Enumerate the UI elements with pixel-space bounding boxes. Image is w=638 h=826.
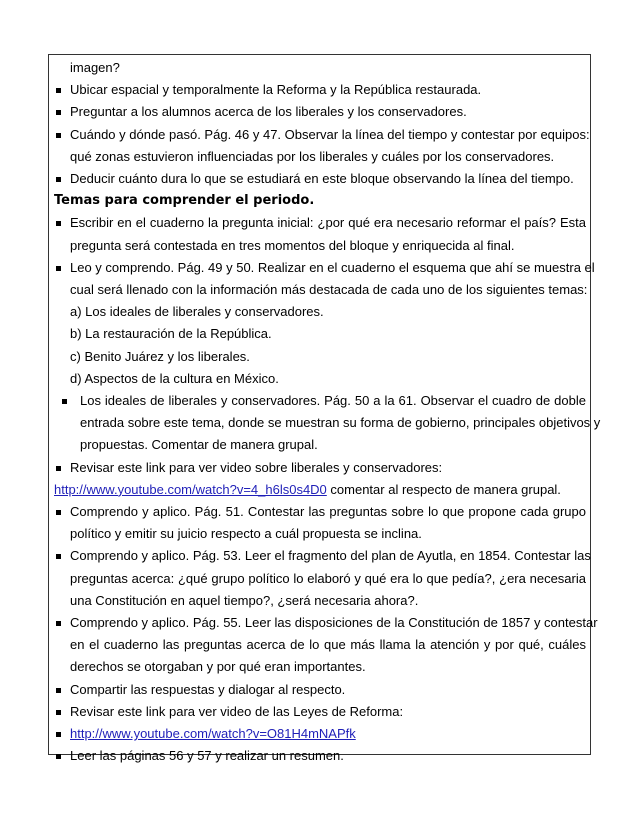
continuation-text: entrada sobre este tema, donde se muestran su forma de gobierno, principales objetivos y	[80, 415, 601, 431]
document-line	[0, 548, 638, 570]
document-line	[0, 704, 638, 726]
bullet-item-text: Revisar este link para ver video de las Leyes de Reforma:	[70, 703, 404, 719]
continuation-text: c) Benito Juárez y los liberales.	[70, 348, 250, 364]
continuation-text: imagen?	[70, 60, 120, 75]
bullet-icon	[56, 554, 61, 559]
document-line	[0, 304, 638, 326]
continuation-text: propuestas. Comentar de manera grupal.	[80, 437, 318, 453]
document-line	[0, 482, 638, 504]
document-line	[0, 349, 638, 371]
bullet-item-text: Compartir las respuestas y dialogar al respecto.	[70, 681, 346, 697]
continuation-text: cual será llenado con la información más destacada de cada uno de los siguientes temas:	[70, 282, 588, 297]
bullet-item-text: Comprendo y aplico. Pág. 53. Leer el fragmento del plan de Ayutla, en 1854. Contestar las	[70, 548, 591, 564]
continuation-text: político y emitir su juicio respecto a cuál propuesta se inclina.	[70, 526, 422, 542]
bullet-item-text: Revisar este link para ver video sobre liberales y conservadores:	[70, 459, 443, 475]
document-line	[0, 82, 638, 104]
document-line	[0, 593, 638, 615]
continuation-text: pregunta será contestada en tres momentos del bloque y enriquecida al final.	[70, 237, 515, 253]
bullet-icon	[56, 466, 61, 471]
bullet-item-text: Comprendo y aplico. Pág. 55. Leer las disposiciones de la Constitución de 1857 y contestar	[70, 615, 598, 630]
bullet-item-text: Comprendo y aplico. Pág. 51. Contestar las preguntas sobre lo que propone cada grupo	[70, 504, 586, 519]
bullet-icon	[56, 688, 61, 693]
bullet-item-text: Leer las páginas 56 y 57 y realizar un resumen.	[70, 748, 344, 764]
document-line	[0, 260, 638, 282]
document-line	[0, 238, 638, 260]
bullet-icon	[56, 177, 61, 182]
bullet-item-text: Cuándo y dónde pasó. Pág. 46 y 47. Observar la línea del tiempo y contestar por equipos:	[70, 126, 590, 142]
continuation-text: a) Los ideales de liberales y conservadores.	[70, 304, 324, 320]
document-line	[0, 127, 638, 149]
bullet-icon	[56, 88, 61, 93]
continuation-text: preguntas acerca: ¿qué grupo político lo elaboró y qué era lo que pedía?, ¿era necesaria	[70, 570, 586, 586]
document-line	[0, 682, 638, 704]
document-line	[0, 393, 638, 415]
document-line	[0, 149, 638, 171]
bullet-icon	[56, 221, 61, 226]
link-suffix-text: comentar al respecto de manera grupal.	[326, 481, 561, 497]
bullet-icon	[62, 399, 67, 404]
document-line	[0, 748, 638, 770]
bullet-icon	[56, 266, 61, 271]
document-line	[0, 371, 638, 393]
bullet-item-text: Deducir cuánto dura lo que se estudiará en este bloque observando la línea del tiempo.	[70, 171, 574, 186]
continuation-text: d) Aspectos de la cultura en México.	[70, 370, 279, 386]
document-line	[0, 326, 638, 348]
continuation-text: qué zonas estuvieron influenciadas por los liberales y cuáles por los conservadores.	[70, 148, 555, 164]
bullet-icon	[56, 621, 61, 626]
continuation-text: derechos se otorgaban y por qué eran importantes.	[70, 659, 366, 675]
document-line	[0, 571, 638, 593]
document-line	[0, 637, 638, 659]
document-line	[0, 60, 638, 82]
link-line	[54, 482, 561, 498]
document-line	[0, 437, 638, 459]
bullet-item-text: Escribir en el cuaderno la pregunta inicial: ¿por qué era necesario reformar el país? Esta	[70, 215, 586, 231]
bullet-icon	[56, 732, 61, 737]
document-line	[0, 171, 638, 193]
bullet-icon	[56, 754, 61, 759]
bullet-item-text: Ubicar espacial y temporalmente la Reforma y la República restaurada.	[70, 82, 482, 98]
bullet-icon	[56, 510, 61, 515]
document-line	[0, 726, 638, 748]
bullet-item-text: Leo y comprendo. Pág. 49 y 50. Realizar en el cuaderno el esquema que ahí se muestra el	[70, 259, 595, 275]
continuation-text: una Constitución en aquel tiempo?, ¿será necesaria ahora?.	[70, 592, 419, 608]
document-line	[0, 526, 638, 548]
document-line	[0, 504, 638, 526]
video-link[interactable]: http://www.youtube.com/watch?v=4_h6ls0s4D0	[54, 481, 327, 497]
document-line	[0, 104, 638, 126]
document-line	[0, 215, 638, 237]
bullet-item-text: Los ideales de liberales y conservadores. Pág. 50 a la 61. Observar el cuadro de doble	[80, 393, 586, 408]
document-line	[0, 282, 638, 304]
document-line	[0, 460, 638, 482]
document-line	[0, 615, 638, 637]
document-line	[0, 659, 638, 681]
bullet-icon	[56, 133, 61, 138]
bullet-icon	[56, 110, 61, 115]
video-link[interactable]: http://www.youtube.com/watch?v=O81H4mNAPfk	[70, 726, 356, 741]
continuation-text: b) La restauración de la República.	[70, 326, 272, 342]
document-line	[0, 193, 638, 215]
document-line	[0, 415, 638, 437]
section-heading: Temas para comprender el periodo.	[54, 193, 315, 209]
bullet-icon	[56, 710, 61, 715]
bullet-item-text: Preguntar a los alumnos acerca de los liberales y los conservadores.	[70, 104, 467, 120]
continuation-text: en el cuaderno las preguntas acerca de lo que más llama la atención y por qué, cuáles	[70, 637, 586, 653]
